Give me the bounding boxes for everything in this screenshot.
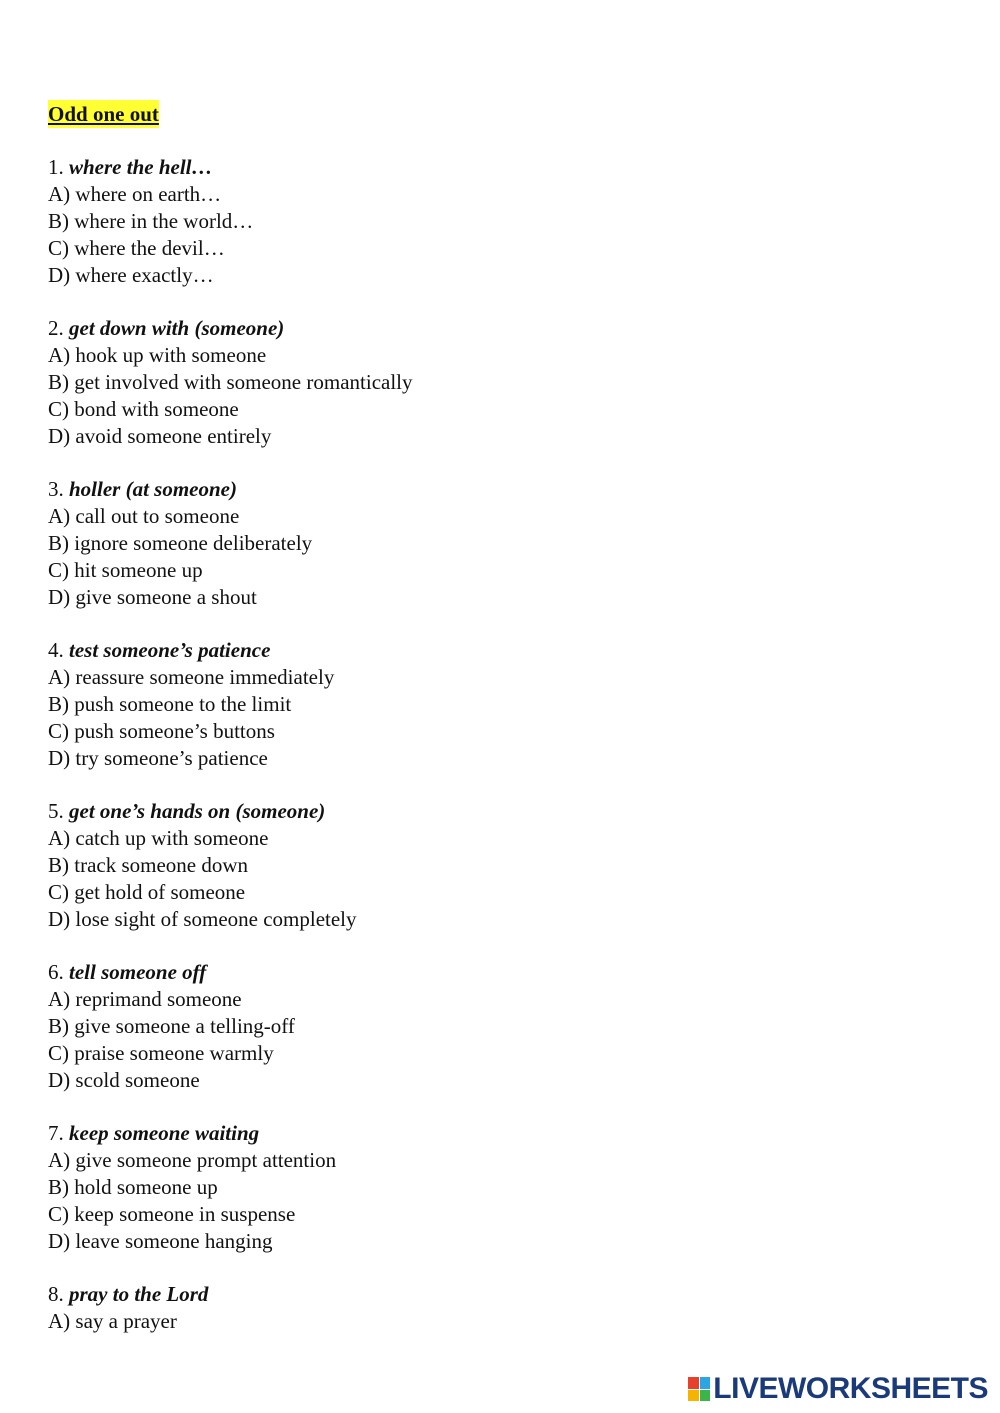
answer-option[interactable]: A) where on earth… [48, 182, 222, 206]
question-5 [48, 798, 948, 933]
question-number: 8. [48, 1282, 64, 1306]
answer-option[interactable]: A) reprimand someone [48, 987, 242, 1011]
logo-text: LIVEWORKSHEETS [713, 1372, 988, 1405]
answer-option[interactable]: A) reassure someone immediately [48, 665, 335, 689]
answer-option[interactable]: A) give someone prompt attention [48, 1148, 337, 1172]
answer-option[interactable]: C) push someone’s buttons [48, 719, 275, 743]
question-list [48, 154, 948, 1335]
answer-option[interactable]: D) leave someone hanging [48, 1229, 273, 1253]
question-heading [48, 476, 948, 503]
question-2 [48, 315, 948, 450]
question-number: 3. [48, 477, 64, 501]
answer-option[interactable]: A) call out to someone [48, 504, 240, 528]
question-number: 1. [48, 155, 64, 179]
question-number: 2. [48, 316, 64, 340]
question-8 [48, 1281, 948, 1335]
liveworksheets-logo-icon [688, 1377, 710, 1401]
question-heading [48, 154, 948, 181]
question-heading [48, 959, 948, 986]
answer-option[interactable]: D) where exactly… [48, 263, 214, 287]
question-phrase: test someone’s patience [69, 638, 271, 662]
question-heading [48, 1281, 948, 1308]
answer-option[interactable]: C) get hold of someone [48, 880, 246, 904]
answer-option[interactable]: D) try someone’s patience [48, 746, 268, 770]
question-6 [48, 959, 948, 1094]
answer-option[interactable]: A) hook up with someone [48, 343, 267, 367]
question-number: 7. [48, 1121, 64, 1145]
question-phrase: get one’s hands on (someone) [69, 799, 326, 823]
question-number: 6. [48, 960, 64, 984]
question-phrase: where the hell… [69, 155, 213, 179]
answer-option[interactable]: C) where the devil… [48, 236, 225, 260]
liveworksheets-logo[interactable] [688, 1374, 988, 1404]
answer-option[interactable]: C) hit someone up [48, 558, 203, 582]
answer-option[interactable]: A) catch up with someone [48, 826, 269, 850]
worksheet-title: Odd one out [48, 102, 159, 126]
question-heading [48, 798, 948, 825]
question-heading [48, 315, 948, 342]
answer-option[interactable]: A) say a prayer [48, 1309, 177, 1333]
answer-option[interactable]: C) bond with someone [48, 397, 239, 421]
question-3 [48, 476, 948, 611]
answer-option[interactable]: B) track someone down [48, 853, 249, 877]
answer-option[interactable]: C) praise someone warmly [48, 1041, 274, 1065]
answer-option[interactable]: D) avoid someone entirely [48, 424, 272, 448]
question-number: 5. [48, 799, 64, 823]
answer-option[interactable]: D) give someone a shout [48, 585, 257, 609]
question-phrase: pray to the Lord [69, 1282, 209, 1306]
answer-option[interactable]: B) hold someone up [48, 1175, 218, 1199]
question-number: 4. [48, 638, 64, 662]
answer-option[interactable]: B) get involved with someone romantically [48, 370, 413, 394]
answer-option[interactable]: B) give someone a telling-off [48, 1014, 295, 1038]
answer-option[interactable]: D) scold someone [48, 1068, 200, 1092]
question-4 [48, 637, 948, 772]
question-phrase: keep someone waiting [69, 1121, 260, 1145]
answer-option[interactable]: B) ignore someone deliberately [48, 531, 313, 555]
answer-option[interactable]: B) push someone to the limit [48, 692, 292, 716]
question-7 [48, 1120, 948, 1255]
question-phrase: tell someone off [69, 960, 207, 984]
answer-option[interactable]: C) keep someone in suspense [48, 1202, 296, 1226]
question-1 [48, 154, 948, 289]
question-heading [48, 1120, 948, 1147]
worksheet [48, 100, 948, 1335]
question-heading [48, 637, 948, 664]
question-phrase: get down with (someone) [69, 316, 285, 340]
answer-option[interactable]: B) where in the world… [48, 209, 254, 233]
question-phrase: holler (at someone) [69, 477, 237, 501]
answer-option[interactable]: D) lose sight of someone completely [48, 907, 357, 931]
